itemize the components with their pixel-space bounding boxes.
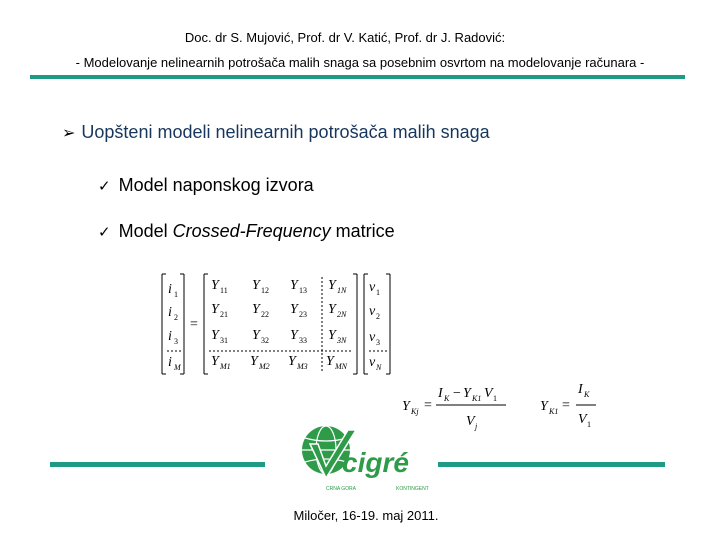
svg-text:MN: MN <box>335 362 347 371</box>
crossed-frequency-matrix-equation <box>150 265 610 435</box>
svg-text:11: 11 <box>220 286 228 295</box>
sub-bullet-emphasis: Crossed-Frequency <box>172 221 331 241</box>
svg-text:N: N <box>376 363 382 372</box>
svg-text:33: 33 <box>299 336 307 345</box>
svg-text:1: 1 <box>493 394 497 403</box>
svg-text:i: i <box>168 355 172 370</box>
svg-text:2: 2 <box>174 313 178 322</box>
cigre-logo <box>296 420 442 496</box>
checkmark-icon: ✓ <box>98 223 111 241</box>
svg-text:Y: Y <box>463 386 471 401</box>
svg-text:22: 22 <box>261 310 269 319</box>
svg-text:V: V <box>466 414 475 429</box>
svg-text:V: V <box>484 386 493 401</box>
svg-text:13: 13 <box>299 286 307 295</box>
svg-text:1: 1 <box>587 420 591 429</box>
svg-text:K1: K1 <box>472 394 482 403</box>
svg-text:Y: Y <box>211 278 219 293</box>
svg-text:Y: Y <box>328 302 336 317</box>
svg-text:=: = <box>562 398 570 413</box>
checkmark-icon: ✓ <box>98 177 111 195</box>
footer-event: Miločer, 16-19. maj 2011. <box>293 508 439 523</box>
svg-text:I: I <box>578 382 583 397</box>
sub-bullet-crossed-frequency <box>98 221 395 242</box>
svg-text:M: M <box>174 363 181 372</box>
svg-text:Y: Y <box>328 278 336 293</box>
svg-text:2N: 2N <box>337 310 347 319</box>
svg-text:j: j <box>475 422 478 431</box>
svg-text:23: 23 <box>299 310 307 319</box>
logo-wordmark: cigré <box>342 447 409 478</box>
svg-text:Y: Y <box>326 354 334 369</box>
arrow-bullet-icon: ➢ <box>62 123 76 142</box>
footer-divider-right <box>438 462 665 467</box>
header-authors: Doc. dr S. Mujović, Prof. dr V. Katić, Prof. dr J. Radović: <box>184 30 506 45</box>
logo-caption-right: KONTINGENT <box>396 486 429 492</box>
svg-text:Y: Y <box>250 354 258 369</box>
svg-text:i: i <box>168 305 172 320</box>
svg-text:3N: 3N <box>337 336 347 345</box>
footer-divider-left <box>50 462 265 467</box>
svg-text:i: i <box>168 329 172 344</box>
header-divider <box>30 75 685 79</box>
svg-text:K1: K1 <box>549 407 559 416</box>
svg-text:K: K <box>444 394 450 403</box>
svg-text:1N: 1N <box>337 286 347 295</box>
svg-text:32: 32 <box>261 336 269 345</box>
sub-bullet-suffix: matrice <box>330 221 395 241</box>
svg-text:i: i <box>168 282 172 297</box>
logo-caption-left: CRNA GORA <box>326 486 357 492</box>
svg-text:1: 1 <box>376 288 380 297</box>
svg-text:Y: Y <box>540 399 548 414</box>
svg-text:v: v <box>369 280 376 295</box>
svg-text:31: 31 <box>220 336 228 345</box>
svg-text:Kj: Kj <box>411 407 419 416</box>
svg-text:=: = <box>190 317 198 332</box>
sub-bullet-prefix: Model <box>118 221 173 241</box>
svg-text:Y: Y <box>328 328 336 343</box>
sub-bullet-text: Model naponskog izvora <box>118 175 314 195</box>
svg-text:K: K <box>584 390 590 399</box>
main-bullet <box>62 122 490 143</box>
svg-text:v: v <box>369 304 376 319</box>
svg-text:−: − <box>453 386 461 401</box>
svg-text:I: I <box>438 386 443 401</box>
svg-text:1: 1 <box>174 290 178 299</box>
svg-text:Y: Y <box>252 278 260 293</box>
svg-text:Y: Y <box>211 354 219 369</box>
sub-bullet-voltage-source <box>98 175 314 196</box>
svg-text:v: v <box>369 330 376 345</box>
svg-text:v: v <box>369 355 376 370</box>
svg-text:3: 3 <box>174 337 178 346</box>
svg-text:V: V <box>578 412 587 427</box>
svg-text:Y: Y <box>290 328 298 343</box>
svg-text:3: 3 <box>376 338 380 347</box>
svg-text:=: = <box>424 398 432 413</box>
svg-text:M1: M1 <box>220 362 231 371</box>
svg-text:M3: M3 <box>297 362 308 371</box>
svg-text:Y: Y <box>288 354 296 369</box>
svg-text:2: 2 <box>376 312 380 321</box>
svg-text:Y: Y <box>211 328 219 343</box>
header-subtitle: - Modelovanje nelinearnih potrošača malih snaga sa posebnim osvrtom na modelovanje računara - <box>75 55 645 70</box>
svg-text:Y: Y <box>290 278 298 293</box>
main-heading: Uopšteni modeli nelinearnih potrošača malih snaga <box>81 122 490 142</box>
svg-text:M2: M2 <box>259 362 270 371</box>
svg-text:12: 12 <box>261 286 269 295</box>
svg-text:Y: Y <box>211 302 219 317</box>
svg-text:21: 21 <box>220 310 228 319</box>
svg-text:Y: Y <box>402 399 410 414</box>
svg-text:Y: Y <box>290 302 298 317</box>
svg-text:Y: Y <box>252 328 260 343</box>
svg-text:Y: Y <box>252 302 260 317</box>
